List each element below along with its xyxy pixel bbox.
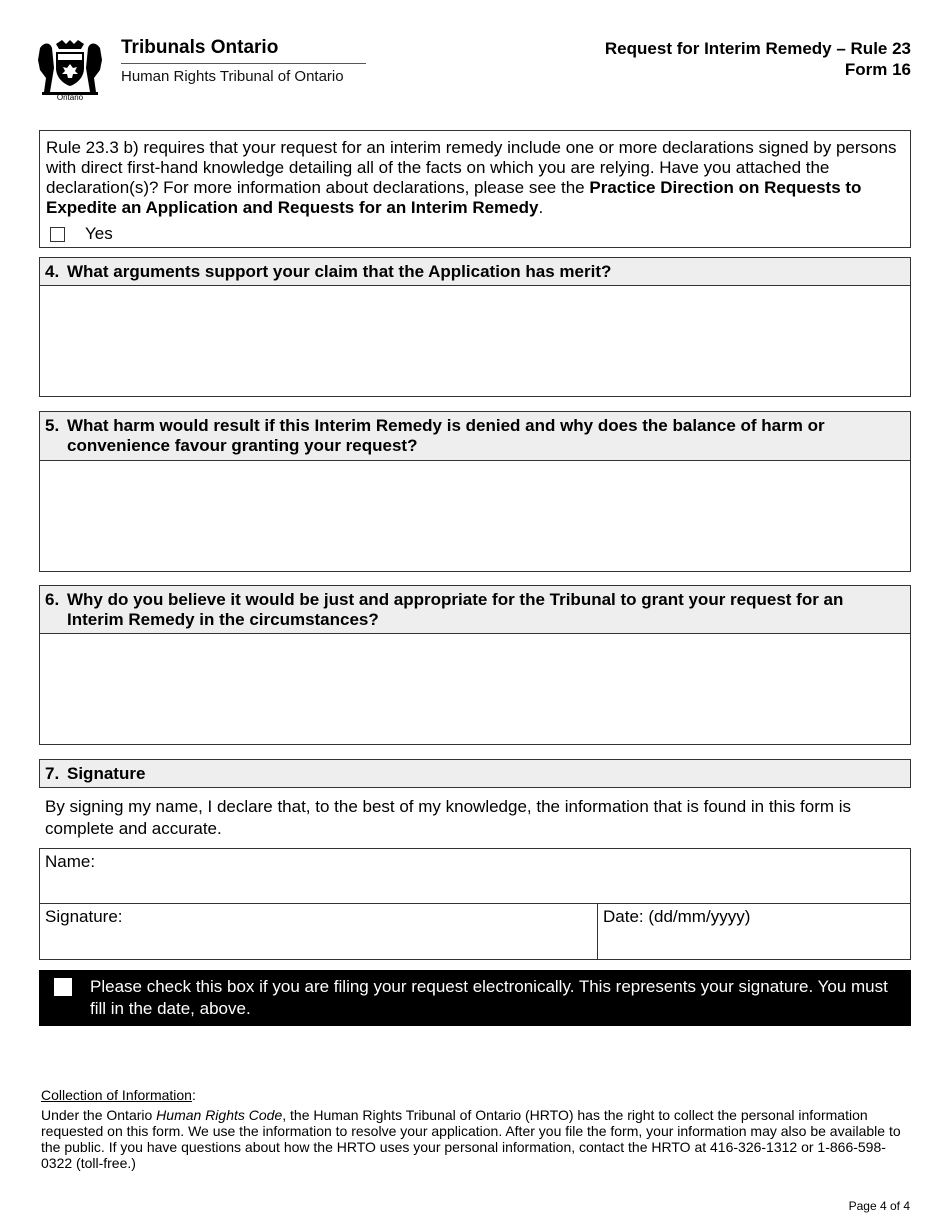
question-5-text: What harm would result if this Interim Remedy is denied and why does the balance of harm or convenience favour granting your request? — [67, 416, 825, 455]
org-name: Tribunals Ontario — [121, 37, 279, 58]
declaration-yes-checkbox[interactable] — [50, 227, 65, 242]
collection-title-colon: : — [191, 1087, 196, 1103]
date-field[interactable] — [597, 903, 911, 960]
question-4-text: What arguments support your claim that the Application has merit? — [67, 262, 612, 281]
signature-field[interactable] — [39, 903, 598, 960]
question-4-number: 4. — [45, 262, 60, 281]
date-label: Date: (dd/mm/yyyy) — [603, 907, 751, 926]
declaration-text — [46, 138, 904, 218]
declaration-text-plain: Rule 23.3 b) requires that your request for an interim remedy include one or more declarations signed by persons with direct first-hand knowledge detailing all of the facts on which you are relying. Have you attached the declaration(s)? For more information about declarations, please see the — [46, 138, 897, 197]
signature-number: 7. — [45, 764, 60, 783]
declaration-text-end: . — [538, 198, 544, 217]
human-rights-code-title: Human Rights Code — [156, 1107, 283, 1123]
question-4-header — [40, 258, 910, 286]
signature-header — [39, 759, 911, 788]
collection-body-rest: , the Human Rights Tribunal of Ontario (HRTO) has the right to collect the personal information requested on this form. We use the information to resolve your application. After you file the form, your information may also be available to the public. If you have questions about how the HRTO uses your personal information, contact the HRTO at 416-326-1312 or 1-866-598-0322 (toll-free.) — [41, 1107, 901, 1171]
electronic-filing-checkbox[interactable] — [54, 978, 72, 996]
question-4-answer-field[interactable] — [40, 286, 910, 396]
declaration-yes-label: Yes — [85, 224, 113, 243]
signature-title: Signature — [67, 764, 146, 783]
collection-body — [41, 1107, 901, 1171]
electronic-filing-banner — [39, 970, 911, 1026]
page-number: Page 4 of 4 — [848, 1199, 910, 1213]
signature-declaration-text: By signing my name, I declare that, to the best of my knowledge, the information that is found in this form is complete and accurate. — [45, 797, 852, 838]
org-subtitle: Human Rights Tribunal of Ontario — [121, 68, 344, 85]
form-title-line2: Form 16 — [844, 60, 911, 79]
name-field[interactable] — [39, 848, 911, 904]
collection-title — [41, 1087, 196, 1103]
question-5-answer-field[interactable] — [40, 461, 910, 571]
question-6-section — [39, 585, 911, 745]
declaration-box — [39, 130, 911, 248]
ontario-coat-of-arms-logo — [36, 38, 104, 104]
logo-caption: Ontario — [56, 93, 84, 102]
question-4-section — [39, 257, 911, 397]
signature-label: Signature: — [45, 907, 123, 926]
question-5-header — [40, 412, 910, 461]
name-label: Name: — [45, 852, 96, 871]
practice-direction-title: Practice Direction on Requests to Expedite an Application and Requests for an Interim Remedy — [46, 178, 862, 217]
question-5-number: 5. — [45, 416, 60, 435]
question-5-section — [39, 411, 911, 572]
question-6-number: 6. — [45, 590, 60, 609]
question-6-header — [40, 586, 910, 634]
form-title — [605, 38, 911, 80]
collection-body-start: Under the Ontario — [41, 1107, 157, 1123]
declaration-yes-row — [46, 224, 904, 244]
question-6-text: Why do you believe it would be just and appropriate for the Tribunal to grant your request for an Interim Remedy in the circumstances? — [67, 590, 844, 629]
form-title-line1: Request for Interim Remedy – Rule 23 — [604, 39, 911, 58]
org-divider — [121, 63, 366, 64]
collection-title-text: Collection of Information — [41, 1087, 192, 1103]
question-6-answer-field[interactable] — [40, 634, 910, 744]
electronic-filing-text: Please check this box if you are filing your request electronically. This represents your signature. You must fill in the date, above. — [90, 977, 888, 1018]
